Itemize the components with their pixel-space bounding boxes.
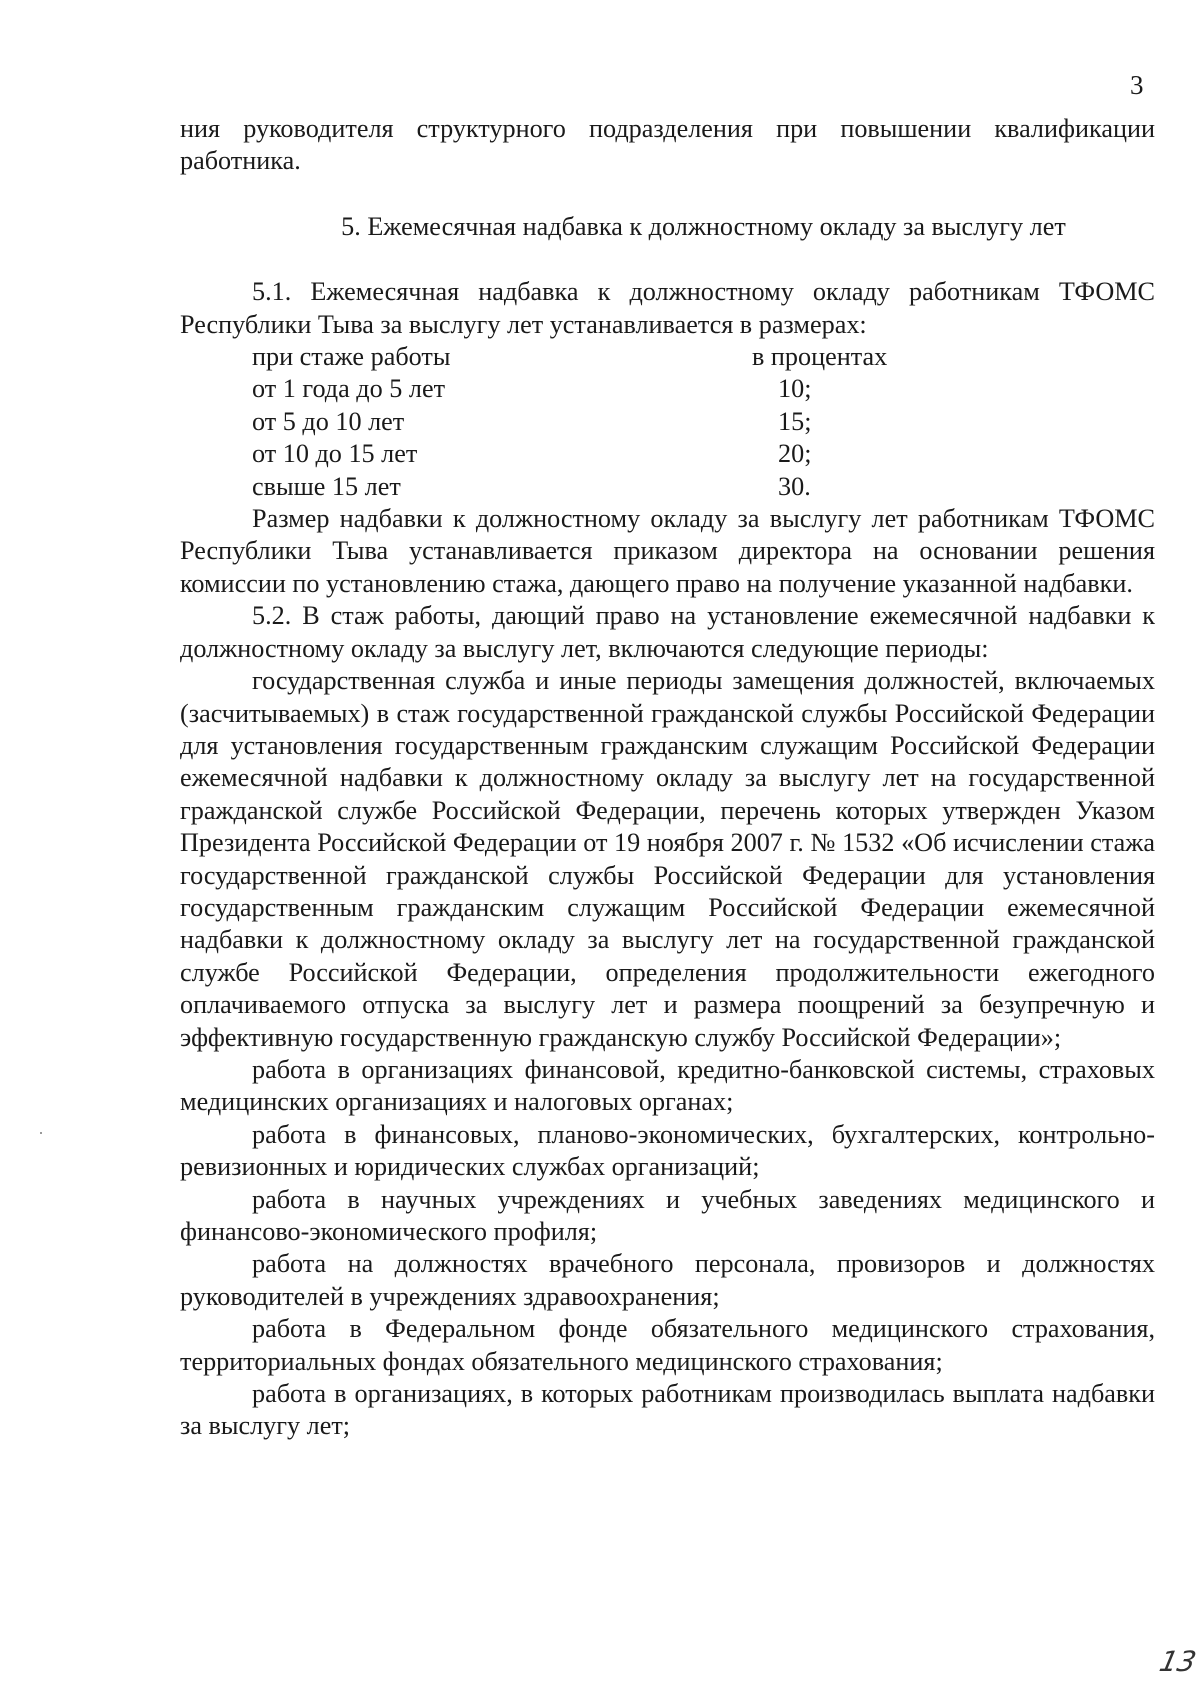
table-row (252, 373, 972, 405)
header-experience: при стаже работы (252, 342, 451, 372)
table-row (252, 438, 972, 470)
period-item: работа в организациях финансовой, кредитно-банковской системы, страховых медицинских организациях и налоговых органах; (180, 1054, 1155, 1117)
scan-speck (40, 1132, 42, 1134)
row-experience: свыше 15 лет (252, 471, 401, 501)
section-title: 5. Ежемесячная надбавка к должностному окладу за выслугу лет (341, 211, 1066, 241)
clause-5-1: 5.1. Ежемесячная надбавка к должностному окладу работникам ТФОМС Республики Тыва за выслугу лет устанавливается в размерах: (180, 277, 1155, 339)
period-item: работа в научных учреждениях и учебных заведениях медицинского и финансово-экономического профиля; (180, 1184, 1155, 1246)
handwritten-page-mark: 13 (1156, 1645, 1200, 1678)
row-percent: 10; (778, 374, 812, 404)
row-experience: от 5 до 10 лет (252, 406, 405, 436)
table-header-row (252, 341, 972, 373)
paragraph-allowance-size: Размер надбавки к должностному окладу за выслугу лет работникам ТФОМС Республики Тыва устанавливается приказом директора на основании решения комиссии по установлению стажа, дающего право на получение указанной надбавки. (180, 504, 1155, 598)
period-item: работа на должностях врачебного персонала, провизоров и должностях руководителей в учреждениях здравоохранения; (180, 1249, 1155, 1311)
spacer (180, 243, 1155, 276)
period-item: работа в финансовых, планово-экономических, бухгалтерских, контрольно-ревизионных и юридических службах организаций; (180, 1119, 1155, 1182)
period-item: работа в Федеральном фонде обязательного медицинского страхования, территориальных фондах обязательного медицинского страхования; (180, 1314, 1155, 1376)
table-row (252, 471, 972, 503)
table-row (252, 406, 972, 438)
row-percent: 15; (778, 406, 812, 436)
intro-continuation: ния руководителя структурного подразделения при повышении квалификации работника. (180, 114, 1155, 176)
page-number: 3 (1130, 70, 1144, 100)
header-percent: в процентах (752, 342, 888, 372)
clause-5-2: 5.2. В стаж работы, дающий право на установление ежемесячной надбавки к должностному окладу за выслугу лет, включаются следующие периоды: (180, 601, 1155, 663)
period-item: работа в организациях, в которых работникам производилась выплата надбавки за выслугу лет; (180, 1379, 1155, 1441)
row-experience: от 1 года до 5 лет (252, 374, 446, 404)
row-percent: 30. (778, 471, 811, 501)
period-item: государственная служба и иные периоды замещения должностей, включаемых (засчитываемых) в стаж государственной гражданской службы Российской Федерации для установления государственным гражданским служащим Российской Федерации ежемесячной надбавки к должностному окладу за выслугу лет на государственной гражданской службе Российской Федерации, перечень которых утвержден Указом Президента Российской Федерации от 19 ноября 2007 г. № 1532 «Об исчислении стажа государственной гражданской службы Российской Федерации для установления государственным гражданским служащим Российской Федерации ежемесячной надбавки к должностному окладу за выслугу лет на государственной гражданской службе Российской Федерации, определения продолжительности ежегодного оплачиваемого отпуска за выслугу лет и размера поощрений за безупречную и эффективную государственную гражданскую службу Российской Федерации»; (180, 666, 1155, 1052)
row-percent: 20; (778, 439, 812, 469)
document-body (180, 113, 1155, 1443)
seniority-scale-table (252, 341, 972, 503)
row-experience: от 10 до 15 лет (252, 439, 418, 469)
spacer (180, 178, 1155, 211)
